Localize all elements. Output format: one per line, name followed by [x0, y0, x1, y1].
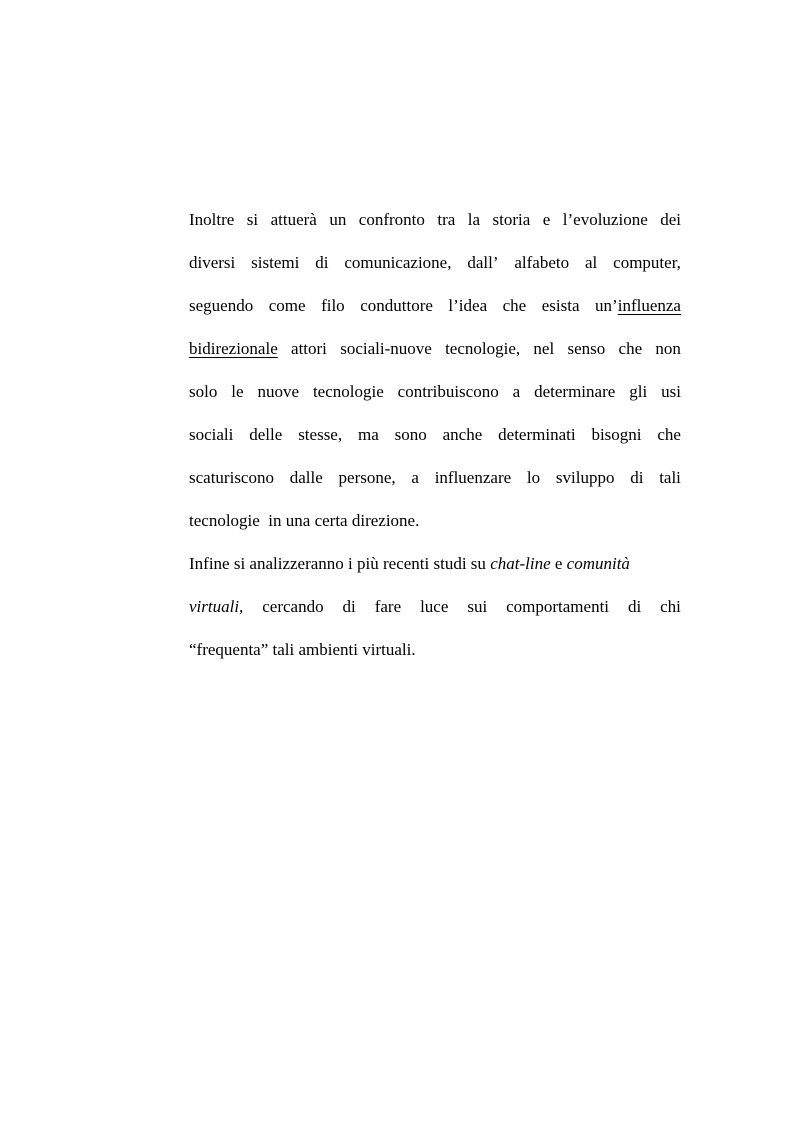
word: fare [374, 597, 402, 616]
word: nuove [257, 382, 300, 401]
word: un [329, 210, 347, 229]
word: comunicazione, [344, 253, 452, 272]
word: al [585, 253, 598, 272]
word: non [655, 339, 681, 358]
word: dalle [289, 468, 323, 487]
word: scaturiscono [189, 468, 274, 487]
underlined-term-bidirezionale: bidirezionale [189, 339, 278, 358]
word: sistemi [251, 253, 300, 272]
word: storia [492, 210, 531, 229]
underlined-term-influenza: influenza [617, 296, 681, 315]
paragraph1-line2 [189, 241, 681, 284]
word: bisogni [591, 425, 642, 444]
word-group [595, 284, 681, 327]
word: a [411, 468, 419, 487]
word: anche [442, 425, 483, 444]
word: cercando [262, 597, 324, 616]
word: di [315, 253, 329, 272]
word: di [342, 597, 356, 616]
word: come [268, 296, 306, 315]
word: tali [659, 468, 681, 487]
word: un’ [595, 296, 618, 315]
body-text [189, 198, 681, 671]
word: attuerà [270, 210, 317, 229]
word: che [618, 339, 643, 358]
word: tra [437, 210, 456, 229]
word: esista [541, 296, 580, 315]
word: lo [526, 468, 541, 487]
word: e [542, 210, 551, 229]
paragraph1-line5 [189, 370, 681, 413]
word: persone, [338, 468, 396, 487]
word: computer, [613, 253, 681, 272]
paragraph2-line2 [189, 585, 681, 628]
word: determinare [534, 382, 616, 401]
word: determinati [498, 425, 576, 444]
word: sociali [189, 425, 234, 444]
word: di [630, 468, 644, 487]
word: l’idea [448, 296, 488, 315]
word: che [657, 425, 681, 444]
paragraph1-line7 [189, 456, 681, 499]
word: ma [357, 425, 379, 444]
paragraph2-line3: “frequenta” tali ambienti virtuali. [189, 640, 416, 659]
word: l’evoluzione [562, 210, 648, 229]
word: dall’ [467, 253, 499, 272]
term-chat-line: chat-line [490, 554, 551, 573]
word: stesse, [298, 425, 343, 444]
word: le [231, 382, 244, 401]
word: sviluppo [555, 468, 615, 487]
word: si [246, 210, 259, 229]
word: influenzare [434, 468, 512, 487]
word: alfabeto [514, 253, 570, 272]
paragraph1-line1 [189, 198, 681, 241]
word: contribuiscono [397, 382, 499, 401]
word: sociali-nuove [340, 339, 432, 358]
word: attori [291, 339, 327, 358]
paragraph1-line8: tecnologie in una certa direzione. [189, 511, 420, 530]
word: tecnologie [312, 382, 384, 401]
word: Inoltre [189, 210, 235, 229]
word: filo [321, 296, 345, 315]
word: conduttore [360, 296, 433, 315]
word: seguendo [189, 296, 254, 315]
word: confronto [358, 210, 425, 229]
term-virtuali: virtuali, [189, 597, 244, 616]
word: la [467, 210, 481, 229]
word: sono [394, 425, 427, 444]
paragraph2-line1 [189, 542, 681, 585]
word: gli [629, 382, 648, 401]
word: a [512, 382, 521, 401]
word: dei [660, 210, 681, 229]
word: usi [661, 382, 681, 401]
paragraph1-line3 [189, 284, 681, 327]
word: chi [660, 597, 681, 616]
word: tecnologie, [445, 339, 521, 358]
paragraph2-line1-start: Infine si analizzeranno i più recenti studi su [189, 554, 491, 573]
word: solo [189, 382, 218, 401]
word: di [627, 597, 642, 616]
term-comunita: comunità [566, 554, 630, 573]
paragraph1-line4 [189, 327, 681, 370]
word: sui [467, 597, 488, 616]
word: delle [249, 425, 283, 444]
paragraph2-line1-mid: e [550, 554, 567, 573]
paragraph1-line6 [189, 413, 681, 456]
word: diversi [189, 253, 236, 272]
word: senso [567, 339, 606, 358]
word: che [502, 296, 527, 315]
word: nel [533, 339, 555, 358]
word: luce [420, 597, 449, 616]
word: comportamenti [506, 597, 610, 616]
